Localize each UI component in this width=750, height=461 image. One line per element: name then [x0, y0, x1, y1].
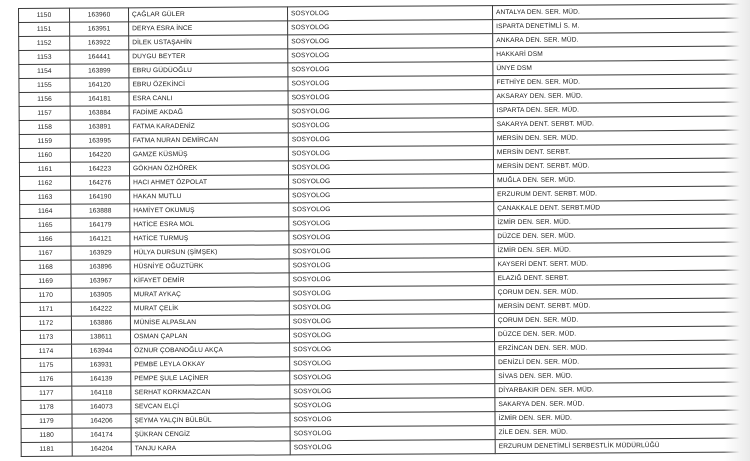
record-id-cell: 163995 [70, 134, 129, 148]
row-number-cell: 1174 [21, 344, 72, 358]
office-name-cell: ANTALYA DEN. SER. MÜD. [492, 4, 745, 20]
person-name-cell: OSMAN ÇAPLAN [130, 329, 289, 344]
office-name-cell: ÇORUM DEN. SER. MÜD. [494, 284, 747, 300]
person-name-cell: ÖZNUR ÇOBANOĞLU AKÇA [131, 343, 290, 358]
office-name-cell: SAKARYA DENT. SERBT. MÜD. [493, 116, 746, 132]
record-id-cell: 163905 [71, 288, 130, 302]
record-id-cell: 163886 [71, 316, 130, 330]
office-name-cell: AKSARAY DEN. SER. MÜD. [493, 88, 746, 104]
job-title-cell: SOSYOLOG [289, 244, 494, 259]
person-name-cell: EBRU ÖZEKİNCİ [129, 77, 288, 92]
person-name-cell: HÜSNİYE OĞUZTÜRK [130, 259, 289, 274]
job-title-cell: SOSYOLOG [289, 188, 494, 203]
row-number-cell: 1169 [20, 274, 71, 288]
record-id-cell: 164276 [71, 176, 130, 190]
record-id-cell: 164121 [71, 232, 130, 246]
person-name-cell: ESRA CANLI [129, 91, 288, 106]
job-title-cell: SOSYOLOG [288, 132, 493, 147]
office-name-cell: İZMİR DEN. SER. MÜD. [494, 242, 747, 258]
person-name-cell: HATİCE ESRA MOL [130, 217, 289, 232]
job-title-cell: SOSYOLOG [289, 174, 494, 189]
office-name-cell: ISPARTA DENETİMLİ S. M. [493, 18, 746, 34]
office-name-cell: ELAZIĞ DENT. SERBT. [494, 270, 747, 286]
record-id-cell: 164179 [71, 218, 130, 232]
office-name-cell: DÜZCE DEN. SER. MÜD. [494, 228, 747, 244]
row-number-cell: 1181 [21, 442, 72, 456]
record-id-cell: 164139 [72, 372, 131, 386]
row-number-cell: 1151 [19, 22, 70, 36]
office-name-cell: ZİLE DEN. SER. MÜD. [495, 424, 748, 440]
office-name-cell: İZMİR DEN. SER. MÜD. [495, 410, 748, 426]
row-number-cell: 1172 [20, 316, 71, 330]
row-number-cell: 1167 [20, 246, 71, 260]
record-id-cell: 164206 [72, 414, 131, 428]
row-number-cell: 1177 [21, 386, 72, 400]
record-id-cell: 164118 [72, 386, 131, 400]
row-number-cell: 1154 [19, 64, 70, 78]
record-id-cell: 163960 [70, 8, 129, 22]
office-name-cell: ÜNYE DSM [493, 60, 746, 76]
job-title-cell: SOSYOLOG [288, 20, 493, 35]
job-title-cell: SOSYOLOG [290, 370, 495, 385]
job-title-cell: SOSYOLOG [290, 356, 495, 371]
job-title-cell: SOSYOLOG [289, 272, 494, 287]
person-name-cell: PEMBE LEYLA OKKAY [131, 357, 290, 372]
record-id-cell: 164120 [70, 78, 129, 92]
office-name-cell: ERZURUM DENETİMLİ SERBESTLİK MÜDÜRLÜĞÜ [495, 438, 748, 454]
person-name-cell: HACI AHMET ÖZPOLAT [130, 175, 289, 190]
record-id-cell: 164204 [72, 442, 131, 456]
record-id-cell: 163944 [72, 344, 131, 358]
row-number-cell: 1153 [19, 50, 70, 64]
row-number-cell: 1150 [19, 8, 70, 22]
job-title-cell: SOSYOLOG [288, 104, 493, 119]
row-number-cell: 1175 [21, 358, 72, 372]
person-name-cell: FADİME AKDAĞ [129, 105, 288, 120]
job-title-cell: SOSYOLOG [289, 328, 494, 343]
person-name-cell: DERYA ESRA İNCE [129, 21, 288, 36]
person-name-cell: HATİCE TURMUŞ [130, 231, 289, 246]
row-number-cell: 1165 [20, 218, 71, 232]
job-title-cell: SOSYOLOG [288, 76, 493, 91]
job-title-cell: SOSYOLOG [288, 90, 493, 105]
office-name-cell: MERSİN DEN. SER. MÜD. [493, 130, 746, 146]
person-name-cell: ŞÜKRAN CENGİZ [131, 427, 290, 442]
row-number-cell: 1164 [20, 204, 71, 218]
office-name-cell: ERZİNCAN DEN. SER. MÜD. [495, 340, 748, 356]
job-title-cell: SOSYOLOG [289, 258, 494, 273]
record-id-cell: 163891 [70, 120, 129, 134]
office-name-cell: DÜZCE DEN. SER. MÜD. [494, 326, 747, 342]
job-title-cell: SOSYOLOG [288, 146, 493, 161]
job-title-cell: SOSYOLOG [290, 426, 495, 441]
office-name-cell: HAKKARİ DSM [493, 46, 746, 62]
office-name-cell: DENİZLİ DEN. SER. MÜD. [495, 354, 748, 370]
job-title-cell: SOSYOLOG [289, 216, 494, 231]
row-number-cell: 1159 [19, 134, 70, 148]
row-number-cell: 1157 [19, 106, 70, 120]
record-id-cell: 164174 [72, 428, 131, 442]
row-number-cell: 1168 [20, 260, 71, 274]
office-name-cell: ÇORUM DEN. SER. MÜD. [494, 312, 747, 328]
row-number-cell: 1162 [20, 176, 71, 190]
office-name-cell: DİYARBAKIR DEN. SER. MÜD. [495, 382, 748, 398]
job-title-cell: SOSYOLOG [290, 384, 495, 399]
person-name-cell: GÖKHAN ÖZHÖREK [129, 161, 288, 176]
person-name-cell: DUYGU BEYTER [129, 49, 288, 64]
person-name-cell: HAMİYET OKUMUŞ [130, 203, 289, 218]
record-id-cell: 163951 [70, 22, 129, 36]
person-name-cell: HAKAN MUTLU [130, 189, 289, 204]
record-id-cell: 163931 [72, 358, 131, 372]
person-name-cell: GAMZE KÜSMÜŞ [129, 147, 288, 162]
person-name-cell: ŞEYMA YALÇIN BÜLBÜL [131, 413, 290, 428]
office-name-cell: ERZURUM DENT. SERBT. MÜD. [494, 186, 747, 202]
job-title-cell: SOSYOLOG [289, 300, 494, 315]
row-number-cell: 1166 [20, 232, 71, 246]
row-number-cell: 1179 [21, 414, 72, 428]
office-name-cell: MUĞLA DEN. SER. MÜD. [494, 172, 747, 188]
job-title-cell: SOSYOLOG [289, 202, 494, 217]
person-name-cell: MÜNİSE ALPASLAN [130, 315, 289, 330]
person-name-cell: ÇAĞLAR GÜLER [129, 7, 288, 22]
row-number-cell: 1173 [20, 330, 71, 344]
row-number-cell: 1171 [20, 302, 71, 316]
person-name-cell: SERHAT KORKMAZCAN [131, 385, 290, 400]
record-id-cell: 163967 [71, 274, 130, 288]
record-id-cell: 164181 [70, 92, 129, 106]
office-name-cell: SİVAS DEN. SER. MÜD. [495, 368, 748, 384]
office-name-cell: KAYSERİ DENT. SERT. MÜD. [494, 256, 747, 272]
record-id-cell: 164220 [70, 148, 129, 162]
row-number-cell: 1180 [21, 428, 72, 442]
record-id-cell: 163899 [70, 64, 129, 78]
row-number-cell: 1155 [19, 78, 70, 92]
person-name-cell: DİLEK USTAŞAHİN [129, 35, 288, 50]
job-title-cell: SOSYOLOG [289, 230, 494, 245]
job-title-cell: SOSYOLOG [289, 314, 494, 329]
office-name-cell: ANKARA DEN. SER. MÜD. [493, 32, 746, 48]
row-number-cell: 1158 [19, 120, 70, 134]
personnel-table-body [19, 4, 749, 456]
office-name-cell: İZMİR DEN. SER. MÜD. [494, 214, 747, 230]
office-name-cell: MERSİN DENT. SERBT. MÜD. [494, 298, 747, 314]
job-title-cell: SOSYOLOG [288, 118, 493, 133]
row-number-cell: 1160 [19, 148, 70, 162]
person-name-cell: FATMA KARADENİZ [129, 119, 288, 134]
row-number-cell: 1176 [21, 372, 72, 386]
office-name-cell: ISPARTA DEN. SER. MÜD. [493, 102, 746, 118]
office-name-cell: MERSİN DENT. SERBT. [493, 144, 746, 160]
office-name-cell: ÇANAKKALE DENT. SERBT.MÜD [494, 200, 747, 216]
record-id-cell: 164073 [72, 400, 131, 414]
person-name-cell: MURAT ÇELİK [130, 301, 289, 316]
job-title-cell: SOSYOLOG [288, 62, 493, 77]
job-title-cell: SOSYOLOG [290, 412, 495, 427]
person-name-cell: MURAT AYKAÇ [130, 287, 289, 302]
row-number-cell: 1178 [21, 400, 72, 414]
person-name-cell: EBRU GÜDÜOĞLU [129, 63, 288, 78]
job-title-cell: SOSYOLOG [290, 398, 495, 413]
office-name-cell: MERSİN DENT. SERBT. MÜD. [493, 158, 746, 174]
record-id-cell: 138611 [71, 330, 130, 344]
row-number-cell: 1161 [19, 162, 70, 176]
job-title-cell: SOSYOLOG [289, 286, 494, 301]
record-id-cell: 163929 [71, 246, 130, 260]
row-number-cell: 1163 [20, 190, 71, 204]
row-number-cell: 1152 [19, 36, 70, 50]
office-name-cell: SAKARYA DEN. SER. MÜD. [495, 396, 748, 412]
record-id-cell: 163884 [70, 106, 129, 120]
record-id-cell: 164190 [71, 190, 130, 204]
row-number-cell: 1170 [20, 288, 71, 302]
job-title-cell: SOSYOLOG [288, 48, 493, 63]
person-name-cell: KİFAYET DEMİR [130, 273, 289, 288]
person-name-cell: TANJU KARA [131, 441, 290, 456]
job-title-cell: SOSYOLOG [288, 34, 493, 49]
person-name-cell: HÜLYA DURSUN (ŞİMŞEK) [130, 245, 289, 260]
record-id-cell: 163922 [70, 36, 129, 50]
office-name-cell: FETHİYE DEN. SER. MÜD. [493, 74, 746, 90]
row-number-cell: 1156 [19, 92, 70, 106]
record-id-cell: 164441 [70, 50, 129, 64]
record-id-cell: 164222 [71, 302, 130, 316]
job-title-cell: SOSYOLOG [290, 440, 495, 455]
job-title-cell: SOSYOLOG [290, 342, 495, 357]
scan-edge-shadow [724, 0, 750, 461]
record-id-cell: 163896 [71, 260, 130, 274]
person-name-cell: SEVCAN ELÇİ [131, 399, 290, 414]
job-title-cell: SOSYOLOG [288, 160, 493, 175]
record-id-cell: 164223 [70, 162, 129, 176]
person-name-cell: FATMA NURAN DEMİRCAN [129, 133, 288, 148]
record-id-cell: 163888 [71, 204, 130, 218]
person-name-cell: PEMPE ŞULE LAÇİNER [131, 371, 290, 386]
job-title-cell: SOSYOLOG [287, 6, 492, 21]
personnel-table [18, 4, 749, 457]
